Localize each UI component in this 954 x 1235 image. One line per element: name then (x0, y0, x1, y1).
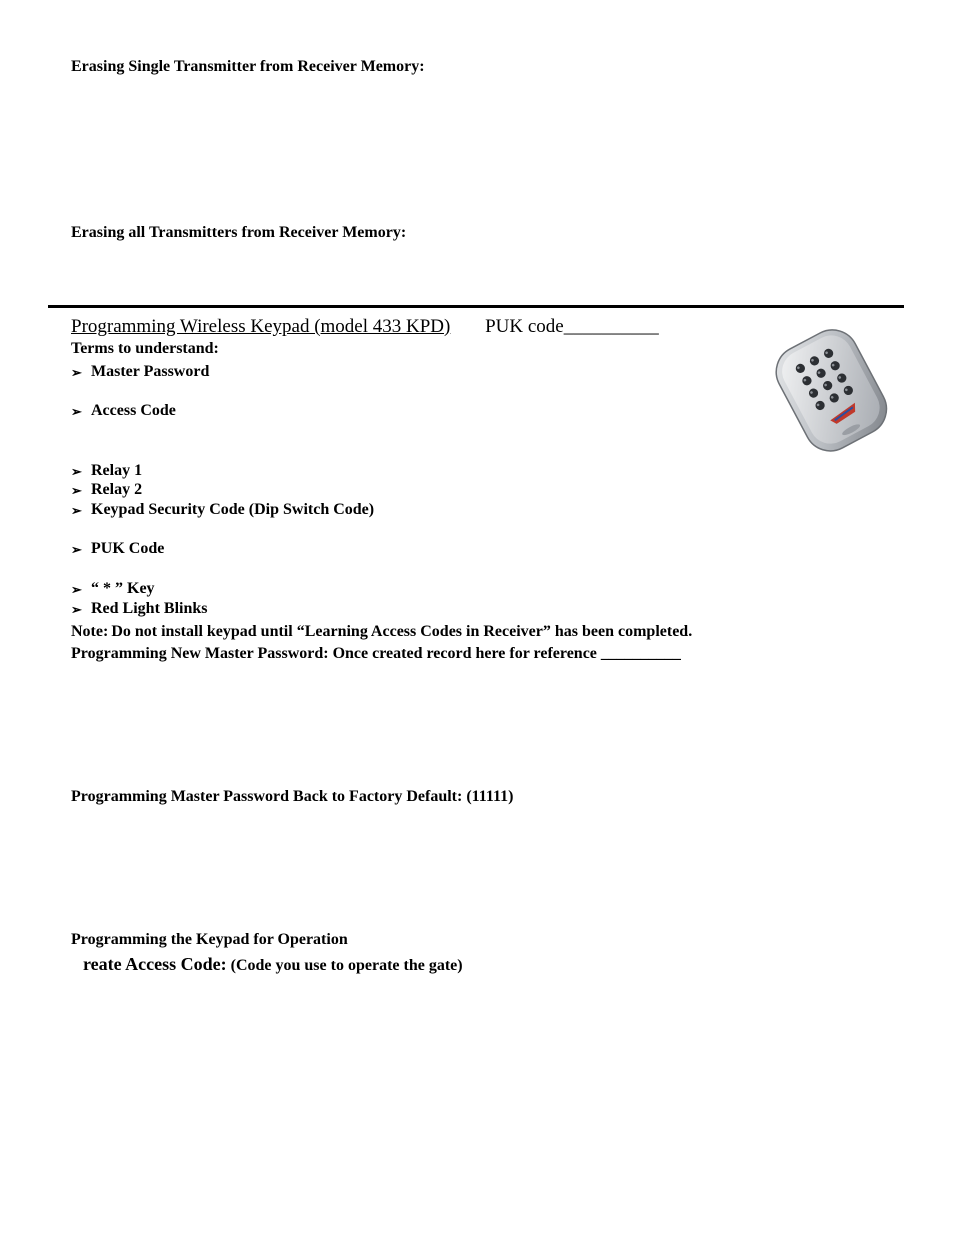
operation-heading: Programming the Keypad for Operation (71, 931, 348, 948)
arrow-bullet-icon: ➢ (71, 581, 82, 597)
create-access-code-label: reate Access Code: (83, 954, 227, 974)
arrow-bullet-icon: ➢ (71, 502, 82, 518)
keypad-device-image (764, 327, 896, 453)
arrow-bullet-icon: ➢ (71, 364, 82, 380)
arrow-bullet-icon: ➢ (71, 403, 82, 419)
arrow-bullet-icon: ➢ (71, 463, 82, 479)
terms-heading: Terms to understand: (71, 340, 219, 357)
erase-single-heading: Erasing Single Transmitter from Receiver Memory: (71, 58, 425, 75)
term-access-code: ➢ Access Code (71, 402, 176, 419)
factory-default-heading: Programming Master Password Back to Factory Default: (11111) (71, 788, 514, 805)
erase-all-heading: Erasing all Transmitters from Receiver Memory: (71, 224, 407, 241)
keypad-title-row (71, 316, 659, 338)
arrow-bullet-icon: ➢ (71, 541, 82, 557)
keypad-section-title: Programming Wireless Keypad (model 433 KPD) (71, 316, 451, 337)
puk-code-label: PUK code (485, 316, 564, 337)
create-access-code-line (83, 954, 463, 975)
term-red-light-blinks: ➢ Red Light Blinks (71, 600, 208, 617)
term-puk-code: ➢ PUK Code (71, 540, 165, 557)
note-text: Do not install keypad until “Learning Access Codes in Receiver” has been completed. (111, 623, 693, 640)
arrow-bullet-icon: ➢ (71, 482, 82, 498)
term-star-key: ➢ “ * ” Key (71, 580, 155, 597)
install-note (71, 623, 692, 641)
puk-code-blank: __________ (563, 316, 659, 337)
term-relay-1: ➢ Relay 1 (71, 462, 143, 479)
section-divider (48, 305, 904, 308)
term-relay-2: ➢ Relay 2 (71, 481, 143, 498)
term-keypad-security-code: ➢ Keypad Security Code (Dip Switch Code) (71, 501, 375, 518)
arrow-bullet-icon: ➢ (71, 601, 82, 617)
create-access-code-hint: (Code you use to operate the gate) (230, 957, 463, 974)
new-master-password-heading: Programming New Master Password: Once created record here for reference __________ (71, 645, 681, 662)
note-label: Note: (71, 623, 109, 640)
term-master-password: ➢ Master Password (71, 363, 210, 380)
